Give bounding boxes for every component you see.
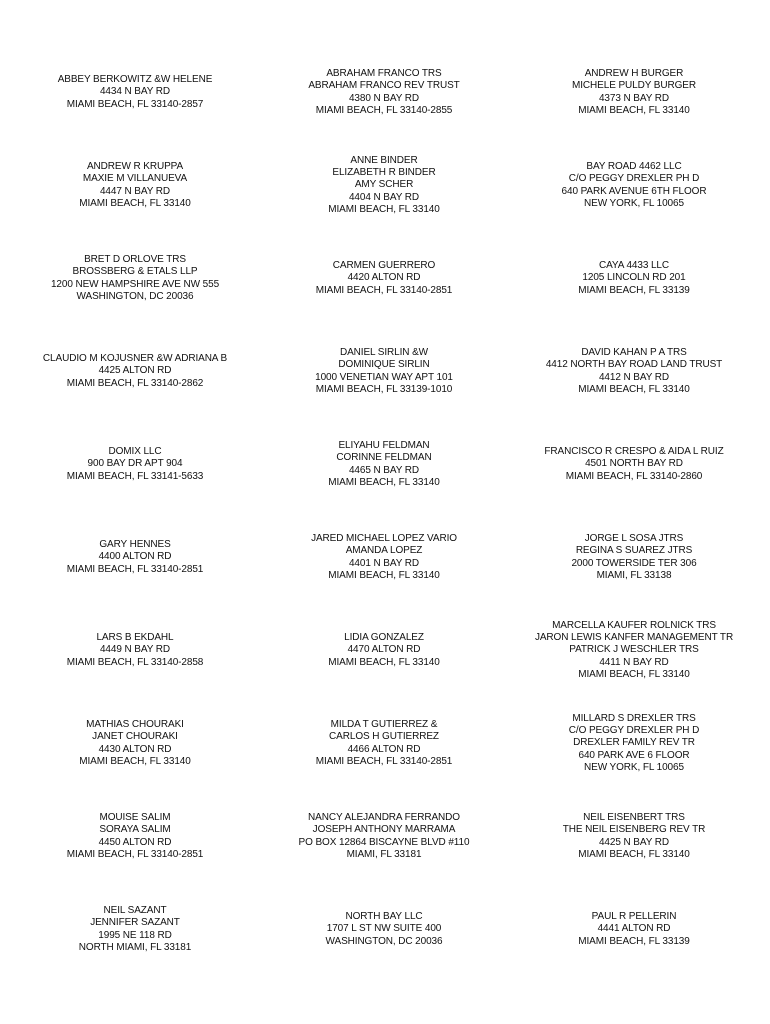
label-address-line: 4470 ALTON RD [347, 644, 421, 656]
label-address-line: 4434 N BAY RD [99, 86, 171, 98]
label-name-line: DOMIX LLC [108, 446, 162, 458]
label-address-line: C/O PEGGY DREXLER PH D [568, 173, 700, 185]
label-address-line: NEW YORK, FL 10065 [584, 197, 684, 209]
label-address-line: 4380 N BAY RD [348, 92, 420, 104]
label-address-line: 4412 NORTH BAY ROAD LAND TRUST [545, 359, 723, 371]
label-address-line: REGINA S SUAREZ JTRS [575, 545, 693, 557]
label-name-line: BRET D ORLOVE TRS [84, 254, 186, 266]
mailing-label [252, 883, 516, 976]
label-address-line: 640 PARK AVENUE 6TH FLOOR [561, 185, 707, 197]
label-address-line: ELIZABETH R BINDER [332, 167, 436, 179]
label-address-line: 4465 N BAY RD [348, 464, 420, 476]
label-address-line: MIAMI BEACH, FL 33139 [578, 935, 690, 947]
label-name-line: NEIL EISENBERT TRS [583, 812, 685, 824]
label-name-line: PAUL R PELLERIN [591, 911, 677, 923]
mailing-label [252, 46, 516, 139]
label-address-line: 900 BAY DR APT 904 [87, 458, 183, 470]
label-address-line: DOMINIQUE SIRLIN [338, 359, 430, 371]
label-name-line: MARCELLA KAUFER ROLNICK TRS [552, 619, 716, 631]
mailing-label [18, 139, 252, 232]
label-address-line: MIAMI BEACH, FL 33139-1010 [315, 383, 453, 395]
label-name-line: JORGE L SOSA JTRS [584, 533, 684, 545]
label-address-line: JARON LEWIS KANFER MANAGEMENT TR [534, 632, 734, 644]
label-address-line: AMANDA LOPEZ [345, 545, 423, 557]
label-address-line: MIAMI BEACH, FL 33140 [328, 203, 440, 215]
label-name-line: LIDIA GONZALEZ [344, 632, 424, 644]
mailing-label [516, 697, 752, 790]
mailing-label [252, 139, 516, 232]
label-address-line: 4430 ALTON RD [98, 743, 172, 755]
label-address-line: 1995 NE 118 RD [98, 929, 172, 941]
label-name-line: MILLARD S DREXLER TRS [572, 712, 696, 724]
label-name-line: MATHIAS CHOURAKI [86, 719, 184, 731]
label-address-line: 4450 ALTON RD [98, 836, 172, 848]
label-address-line: AMY SCHER [354, 179, 414, 191]
mailing-label [516, 325, 752, 418]
label-address-line: MIAMI BEACH, FL 33140 [578, 104, 690, 116]
label-address-line: WASHINGTON, DC 20036 [76, 290, 194, 302]
mailing-label [516, 139, 752, 232]
label-address-line: MIAMI BEACH, FL 33140-2851 [315, 755, 453, 767]
label-address-line: JENNIFER SAZANT [90, 917, 180, 929]
mailing-label [18, 511, 252, 604]
label-address-line: NORTH MIAMI, FL 33181 [78, 941, 192, 953]
label-address-line: 640 PARK AVE 6 FLOOR [578, 749, 690, 761]
mailing-label [516, 418, 752, 511]
label-address-line: PO BOX 12864 BISCAYNE BLVD #110 [298, 836, 470, 848]
label-address-line: MIAMI BEACH, FL 33140-2857 [66, 98, 204, 110]
label-address-line: 2000 TOWERSIDE TER 306 [571, 557, 697, 569]
mailing-label [516, 46, 752, 139]
label-address-line: MIAMI BEACH, FL 33140 [328, 569, 440, 581]
label-address-line: MIAMI BEACH, FL 33141-5633 [66, 470, 204, 482]
label-address-line: 4420 ALTON RD [347, 272, 421, 284]
label-address-line: 4401 N BAY RD [348, 557, 420, 569]
label-address-line: MIAMI BEACH, FL 33140-2860 [565, 470, 703, 482]
label-address-line: C/O PEGGY DREXLER PH D [568, 725, 700, 737]
label-name-line: NEIL SAZANT [103, 905, 167, 917]
label-name-line: ANDREW H BURGER [584, 68, 684, 80]
mailing-label [18, 604, 252, 697]
label-address-line: ABRAHAM FRANCO REV TRUST [308, 80, 460, 92]
label-name-line: DAVID KAHAN P A TRS [581, 347, 687, 359]
label-address-line: 4447 N BAY RD [99, 185, 171, 197]
mailing-label [516, 604, 752, 697]
label-address-line: 1707 L ST NW SUITE 400 [326, 923, 442, 935]
mailing-label [18, 232, 252, 325]
label-address-line: MIAMI BEACH, FL 33140-2862 [66, 377, 204, 389]
mailing-label [18, 883, 252, 976]
label-name-line: NANCY ALEJANDRA FERRANDO [308, 812, 460, 824]
mailing-label [252, 604, 516, 697]
mailing-label [252, 325, 516, 418]
label-address-line: NEW YORK, FL 10065 [584, 761, 684, 773]
label-name-line: MILDA T GUTIERREZ & [330, 719, 438, 731]
label-address-line: 4404 N BAY RD [348, 191, 420, 203]
label-address-line: JANET CHOURAKI [92, 731, 178, 743]
label-address-line: 4441 ALTON RD [597, 923, 671, 935]
label-address-line: MIAMI BEACH, FL 33140 [328, 656, 440, 668]
label-address-line: 1205 LINCOLN RD 201 [582, 272, 686, 284]
label-name-line: DANIEL SIRLIN &W [339, 347, 429, 359]
label-address-line: 4411 N BAY RD [599, 656, 669, 668]
label-name-line: CLAUDIO M KOJUSNER &W ADRIANA B [42, 353, 228, 365]
label-address-line: PATRICK J WESCHLER TRS [569, 644, 699, 656]
mailing-label [18, 46, 252, 139]
mailing-label [516, 883, 752, 976]
label-address-line: MIAMI BEACH, FL 33139 [578, 284, 690, 296]
label-address-line: DREXLER FAMILY REV TR [573, 737, 695, 749]
mailing-label [252, 511, 516, 604]
label-address-line: 4501 NORTH BAY RD [585, 458, 683, 470]
label-address-line: MAXIE M VILLANUEVA [82, 173, 188, 185]
label-address-line: 1200 NEW HAMPSHIRE AVE NW 555 [50, 278, 220, 290]
label-address-line: JOSEPH ANTHONY MARRAMA [312, 824, 456, 836]
label-name-line: LARS B EKDAHL [96, 632, 174, 644]
label-address-line: MIAMI BEACH, FL 33140 [578, 848, 690, 860]
label-address-line: 4425 N BAY RD [598, 836, 670, 848]
label-name-line: ABRAHAM FRANCO TRS [326, 68, 442, 80]
label-name-line: JARED MICHAEL LOPEZ VARIO [311, 533, 457, 545]
label-address-line: MIAMI BEACH, FL 33140-2851 [66, 563, 204, 575]
mailing-label [516, 790, 752, 883]
mailing-label [252, 232, 516, 325]
label-address-line: MIAMI BEACH, FL 33140-2851 [66, 848, 204, 860]
label-address-line: 4466 ALTON RD [347, 743, 421, 755]
label-address-line: MIAMI BEACH, FL 33140 [578, 668, 690, 680]
label-address-line: MIAMI, FL 33181 [346, 848, 422, 860]
mailing-label [516, 232, 752, 325]
label-name-line: CARMEN GUERRERO [332, 260, 436, 272]
label-name-line: FRANCISCO R CRESPO & AIDA L RUIZ [544, 446, 724, 458]
label-address-line: 4425 ALTON RD [98, 365, 172, 377]
label-address-line: MIAMI BEACH, FL 33140 [79, 755, 191, 767]
label-address-line: CORINNE FELDMAN [336, 452, 432, 464]
label-name-line: GARY HENNES [99, 539, 171, 551]
label-address-line: BROSSBERG & ETALS LLP [72, 266, 198, 278]
label-address-line: CARLOS H GUTIERREZ [329, 731, 439, 743]
mailing-label [252, 418, 516, 511]
label-address-line: 4373 N BAY RD [598, 92, 670, 104]
label-address-line: MIAMI BEACH, FL 33140-2851 [315, 284, 453, 296]
label-address-line: WASHINGTON, DC 20036 [325, 935, 443, 947]
label-address-line: MIAMI BEACH, FL 33140-2855 [315, 104, 453, 116]
label-address-line: 1000 VENETIAN WAY APT 101 [315, 371, 453, 383]
label-address-line: THE NEIL EISENBERG REV TR [562, 824, 706, 836]
label-address-line: MIAMI BEACH, FL 33140 [328, 476, 440, 488]
mailing-label [252, 697, 516, 790]
label-address-line: 4400 ALTON RD [98, 551, 172, 563]
mailing-label [252, 790, 516, 883]
label-address-line: SORAYA SALIM [99, 824, 171, 836]
label-name-line: ELIYAHU FELDMAN [338, 440, 430, 452]
label-address-line: MIAMI BEACH, FL 33140 [578, 383, 690, 395]
mailing-label [516, 511, 752, 604]
label-name-line: BAY ROAD 4462 LLC [586, 161, 682, 173]
label-address-line: MIAMI BEACH, FL 33140-2858 [66, 656, 204, 668]
label-name-line: NORTH BAY LLC [345, 911, 423, 923]
label-address-line: 4412 N BAY RD [598, 371, 670, 383]
mailing-label [18, 697, 252, 790]
label-name-line: ANNE BINDER [350, 154, 418, 166]
label-address-line: 4449 N BAY RD [99, 644, 171, 656]
label-address-line: MIAMI BEACH, FL 33140 [79, 197, 191, 209]
mailing-label [18, 418, 252, 511]
label-address-line: MICHELE PULDY BURGER [572, 80, 696, 92]
label-address-line: MIAMI, FL 33138 [596, 569, 672, 581]
mailing-label [18, 325, 252, 418]
label-name-line: CAYA 4433 LLC [598, 260, 670, 272]
label-name-line: ANDREW R KRUPPA [86, 161, 184, 173]
mailing-labels-grid [18, 46, 752, 976]
label-name-line: MOUISE SALIM [99, 812, 171, 824]
mailing-label [18, 790, 252, 883]
label-name-line: ABBEY BERKOWITZ &W HELENE [57, 74, 213, 86]
